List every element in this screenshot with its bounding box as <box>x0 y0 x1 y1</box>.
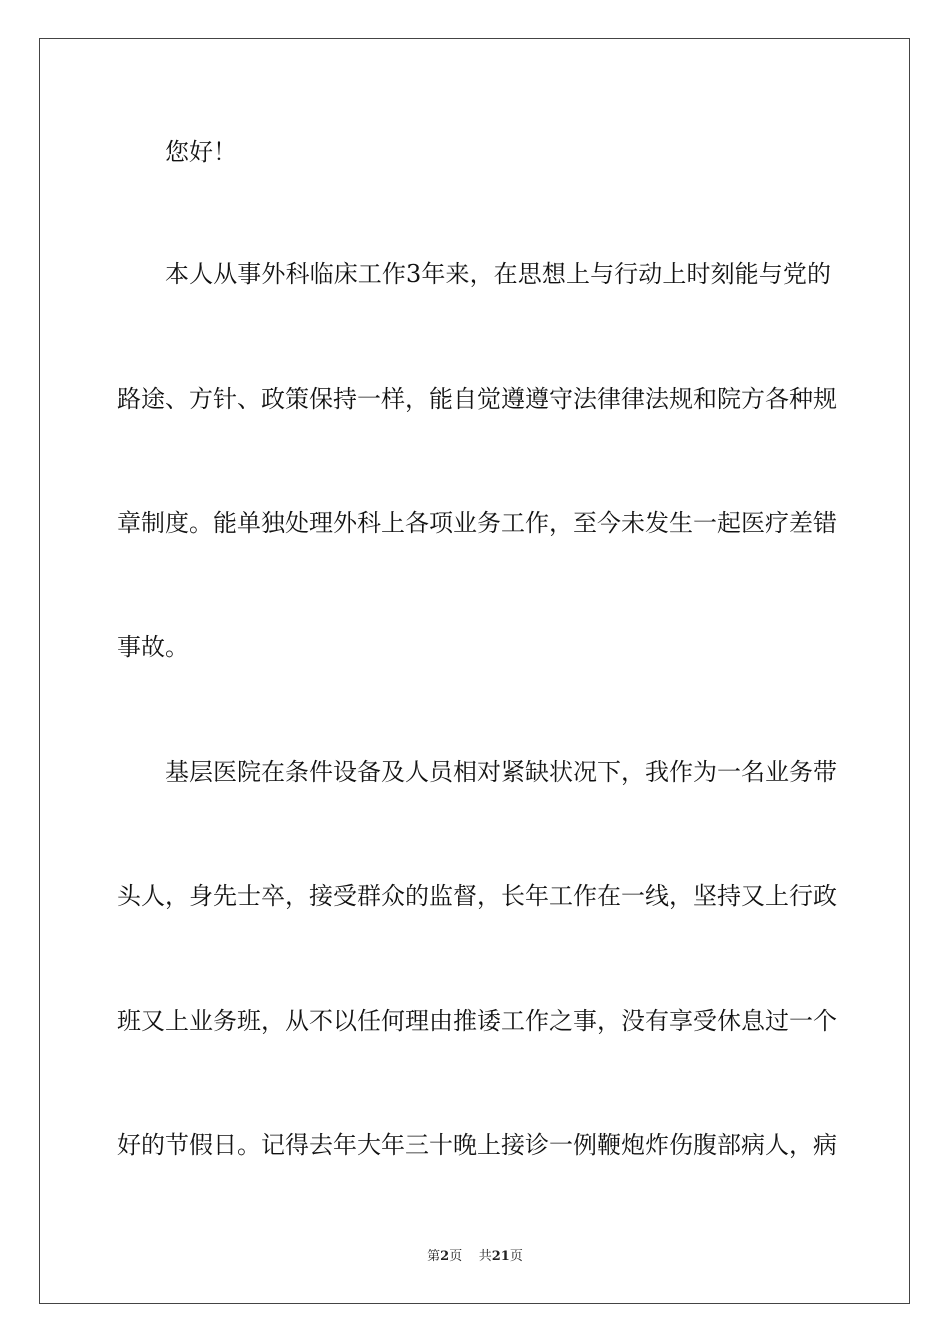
paragraph-2-line-3: 班又上业务班，从不以任何理由推诿工作之事，没有享受休息过一个 <box>117 1007 837 1035</box>
paragraph-1-line-3: 章制度。能单独处理外科上各项业务工作，至今未发生一起医疗差错 <box>117 509 837 537</box>
paragraph-2-line-4: 好的节假日。记得去年大年三十晚上接诊一例鞭炮炸伤腹部病人，病 <box>117 1131 837 1159</box>
footer-total-pages: 21 <box>491 1249 510 1264</box>
footer-page-prefix: 第 <box>427 1249 441 1264</box>
greeting-line: 您好！ <box>165 138 237 166</box>
paragraph-2-line-1: 基层医院在条件设备及人员相对紧缺状况下，我作为一名业务带 <box>165 758 837 786</box>
footer-page-number: 2 <box>440 1249 450 1264</box>
paragraph-1-line-4: 事故。 <box>117 633 189 661</box>
page-border <box>39 38 910 1304</box>
footer-total-suffix: 页 <box>509 1249 523 1264</box>
paragraph-2-line-2: 头人，身先士卒，接受群众的监督，长年工作在一线，坚持又上行政 <box>117 882 837 910</box>
paragraph-1-line-1: 本人从事外科临床工作3年来，在思想上与行动上时刻能与党的 <box>165 260 831 288</box>
page-footer <box>0 1245 950 1264</box>
paragraph-1-line-2: 路途、方针、政策保持一样，能自觉遵遵守法律律法规和院方各种规 <box>117 385 837 413</box>
footer-page-suffix: 页 <box>449 1249 463 1264</box>
footer-total-prefix: 共 <box>478 1249 492 1264</box>
